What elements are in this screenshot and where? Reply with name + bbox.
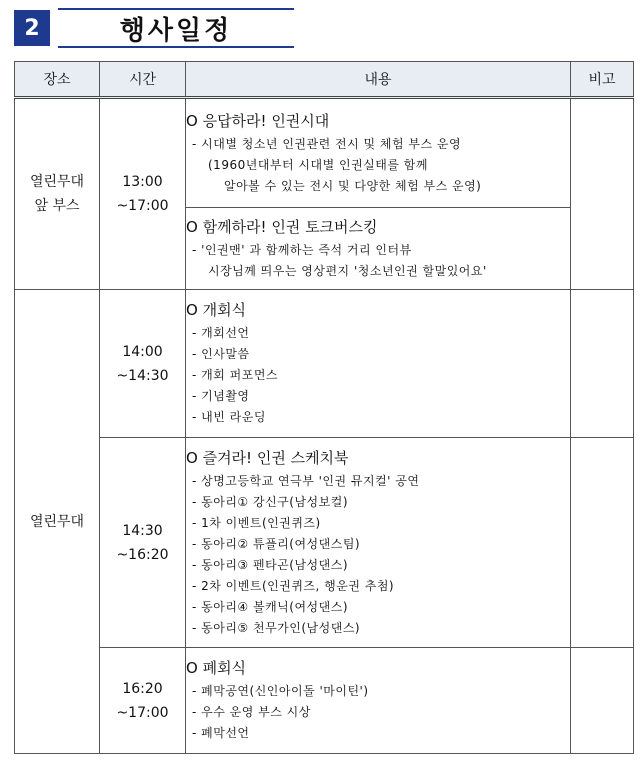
content-cell bbox=[186, 648, 571, 754]
place-line: 열린무대 bbox=[29, 513, 85, 530]
program-line: - 기념촬영 bbox=[192, 389, 250, 403]
program-line: - 개회선언 bbox=[192, 326, 250, 340]
program-line: - 2차 이벤트(인권퀴즈, 행운권 추첨) bbox=[192, 578, 395, 593]
section-title: 행사일정 bbox=[58, 8, 294, 48]
program-title: O 폐회식 bbox=[186, 659, 247, 677]
section-number: 2 bbox=[14, 10, 50, 46]
content-cell bbox=[186, 438, 571, 648]
program-line: - 동아리① 강신구(남성보컬) bbox=[192, 494, 349, 509]
program-line: - 개회 퍼포먼스 bbox=[192, 368, 279, 382]
program-title: O 응답하라! 인권시대 bbox=[186, 111, 330, 130]
program-line: (1960년대부터 시대별 인권실태를 함께 bbox=[208, 157, 428, 172]
note-cell bbox=[571, 290, 634, 438]
program-line: 시장님께 띄우는 영상편지 '청소년인권 할말있어요' bbox=[208, 263, 487, 278]
content-cell bbox=[186, 98, 571, 208]
time-start: 14:30 bbox=[122, 522, 163, 539]
time-end: ~17:00 bbox=[116, 704, 169, 721]
header-note: 비고 bbox=[571, 62, 634, 98]
time-cell bbox=[100, 648, 186, 754]
program-line: - '인권맨' 과 함께하는 즉석 거리 인터뷰 bbox=[192, 242, 412, 257]
time-start: 16:20 bbox=[122, 680, 163, 697]
header-place: 장소 bbox=[15, 62, 100, 98]
table-row bbox=[15, 98, 634, 208]
table-row bbox=[15, 648, 634, 754]
program-line: - 동아리④ 볼캐닉(여성댄스) bbox=[192, 599, 349, 614]
program-line: - 시대별 청소년 인권관련 전시 및 체험 부스 운영 bbox=[192, 136, 462, 151]
program-line: - 동아리③ 펜타곤(남성댄스) bbox=[192, 557, 349, 572]
content-cell bbox=[186, 208, 571, 290]
note-cell bbox=[571, 98, 634, 290]
time-end: ~14:30 bbox=[116, 367, 169, 384]
program-title: O 즐겨라! 인권 스케치북 bbox=[186, 448, 349, 467]
time-cell bbox=[100, 98, 186, 290]
table-row bbox=[15, 290, 634, 438]
program-line: - 우수 운영 부스 시상 bbox=[192, 705, 311, 719]
program-line: - 동아리⑤ 천무가인(남성댄스) bbox=[192, 620, 361, 635]
note-cell bbox=[571, 648, 634, 754]
time-start: 14:00 bbox=[122, 343, 163, 360]
program-line: - 폐막공연(신인아이돌 '마이틴') bbox=[192, 684, 369, 698]
program-line: - 1차 이벤트(인권퀴즈) bbox=[192, 515, 321, 530]
program-line: - 내빈 라운딩 bbox=[192, 410, 266, 424]
place-line: 열린무대 bbox=[29, 174, 85, 190]
place-cell bbox=[15, 98, 100, 290]
note-cell bbox=[571, 438, 634, 648]
content-cell bbox=[186, 290, 571, 438]
time-end: ~16:20 bbox=[116, 546, 169, 563]
header-row bbox=[15, 62, 634, 98]
time-start: 13:00 bbox=[122, 174, 163, 190]
program-title: O 개회식 bbox=[186, 301, 247, 319]
header-content: 내용 bbox=[186, 62, 571, 98]
program-line: - 상명고등학교 연극부 '인권 뮤지컬' 공연 bbox=[192, 473, 420, 488]
schedule-table bbox=[14, 61, 634, 754]
time-cell bbox=[100, 438, 186, 648]
place-cell bbox=[15, 290, 100, 754]
section-header bbox=[14, 8, 294, 48]
header-time: 시간 bbox=[100, 62, 186, 98]
program-line: - 인사말씀 bbox=[192, 347, 250, 361]
program-line: 알아볼 수 있는 전시 및 다양한 체험 부스 운영) bbox=[224, 178, 482, 193]
time-cell bbox=[100, 290, 186, 438]
program-line: - 폐막선언 bbox=[192, 726, 250, 740]
program-line: - 동아리② 튜플리(여성댄스팀) bbox=[192, 536, 361, 551]
table-row bbox=[15, 438, 634, 648]
place-line: 앞 부스 bbox=[34, 198, 80, 214]
time-end: ~17:00 bbox=[116, 198, 169, 214]
program-title: O 함께하라! 인권 토크버스킹 bbox=[186, 217, 378, 236]
